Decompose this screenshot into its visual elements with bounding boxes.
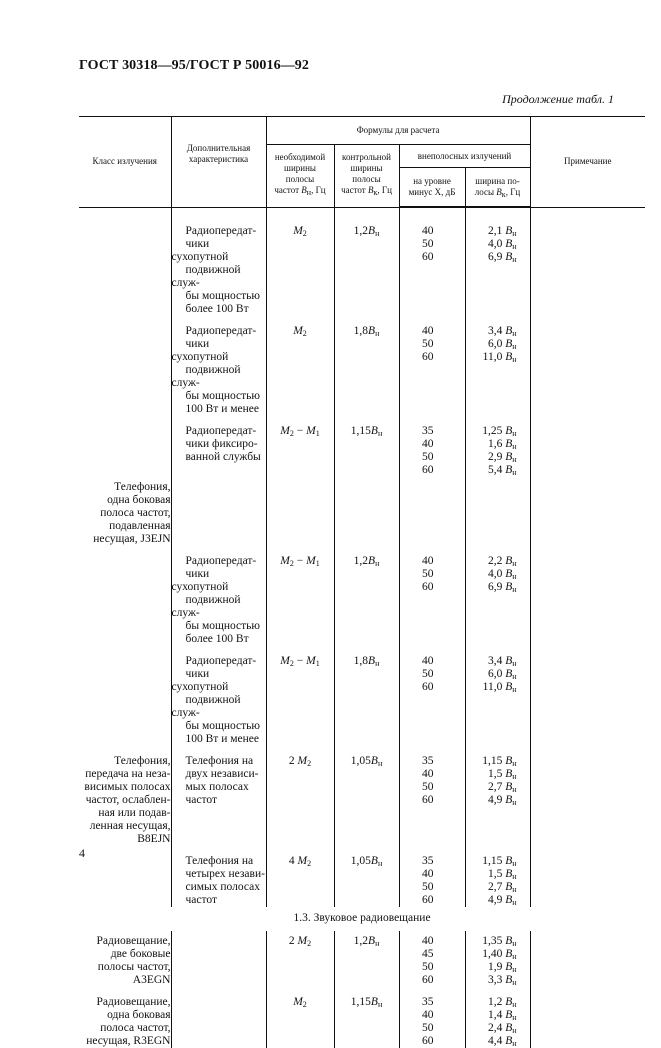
control-bandwidth-cell: $1,15B_н$ <box>334 416 399 546</box>
text-line: чики сухопутной <box>171 238 229 263</box>
necessary-bandwidth-cell: $M_2$ <box>266 987 334 1048</box>
text-line: 40 <box>422 868 434 880</box>
control-bandwidth-cell: $1,05B_н$ <box>334 746 399 846</box>
text-line: полосы частот, <box>97 961 171 973</box>
text-line: Радиопередат- <box>185 225 257 237</box>
note-cell <box>530 316 645 416</box>
level-cell <box>399 746 465 846</box>
text-line: Радиопередат- <box>185 555 257 567</box>
text-line: 50 <box>422 881 434 893</box>
text-line: симых полосах <box>185 881 261 893</box>
note-cell <box>530 931 645 987</box>
text-line: одна боковая <box>107 1009 171 1021</box>
text-line: мых полосах <box>185 781 249 793</box>
necessary-bandwidth-cell: $M_2$ <box>266 316 334 416</box>
header-necessary: необходимой ширины полосы частот $B_н$, Гц <box>266 145 334 207</box>
characteristic-cell <box>171 987 266 1048</box>
class-cell <box>79 987 171 1048</box>
text-line: 40 <box>422 555 434 567</box>
text-line: 50 <box>422 961 434 973</box>
text-line: 60 <box>422 974 434 986</box>
header-class: Класс излучения <box>79 117 171 207</box>
text-line: бы мощностью <box>185 390 260 402</box>
text-line: 45 <box>422 948 434 960</box>
text-line: чики сухопутной <box>171 568 229 593</box>
table-row <box>79 931 645 987</box>
header-bandwidth: ширина по- лосы $B_к$, Гц <box>465 168 530 207</box>
emission-table <box>79 116 645 1048</box>
text-line: 40 <box>422 225 434 237</box>
table-continuation-label: Продолжение табл. 1 <box>502 92 614 106</box>
class-cell <box>79 646 171 746</box>
text-line: подвижной служ- <box>171 264 241 289</box>
class-cell <box>79 208 171 317</box>
text-line: 50 <box>422 568 434 580</box>
text-line: Радиовещание, <box>96 935 171 947</box>
table-row <box>79 846 645 907</box>
text-line: 50 <box>422 451 434 463</box>
text-line: двух независи- <box>185 768 259 780</box>
text-line: 60 <box>422 581 434 593</box>
control-bandwidth-cell: $1,8B_н$ <box>334 646 399 746</box>
bandwidth-cell: 1,15 $B_н$ 1,5 $B_н$ 2,7 $B_н$ 4,9 $B_н$ <box>465 846 530 907</box>
characteristic-cell <box>171 546 266 646</box>
header-note: Примечание <box>530 117 645 207</box>
table-row <box>79 546 645 646</box>
text-line: более 100 Вт <box>185 633 249 645</box>
text-line: 50 <box>422 338 434 350</box>
text-line: 60 <box>422 894 434 906</box>
text-line: несущая, J3EJN <box>93 533 171 545</box>
necessary-bandwidth-cell: $M_2 - M_1$ <box>266 546 334 646</box>
text-line: Радиопередат- <box>185 655 257 667</box>
text-line: 100 Вт и менее <box>185 733 259 745</box>
class-cell <box>79 546 171 646</box>
class-cell <box>79 416 171 546</box>
level-cell <box>399 316 465 416</box>
text-line: 40 <box>422 438 434 450</box>
table-row <box>79 646 645 746</box>
text-line: 60 <box>422 251 434 263</box>
control-bandwidth-cell: $1,2B_н$ <box>334 546 399 646</box>
level-cell <box>399 416 465 546</box>
level-cell <box>399 546 465 646</box>
text-line: 35 <box>422 996 434 1008</box>
table-body <box>79 208 645 908</box>
table-head <box>79 117 645 208</box>
table-body-broadcast <box>79 931 645 1048</box>
header-formulas: Формулы для расчета <box>266 117 530 145</box>
characteristic-cell <box>171 846 266 907</box>
note-cell <box>530 746 645 846</box>
text-line: 40 <box>422 1009 434 1021</box>
bandwidth-cell: 2,1 $B_н$ 4,0 $B_н$ 6,9 $B_н$ <box>465 208 530 317</box>
control-bandwidth-cell: $1,05B_н$ <box>334 846 399 907</box>
characteristic-cell <box>171 208 266 317</box>
class-cell <box>79 931 171 987</box>
table-row <box>79 416 645 546</box>
text-line: бы мощностью <box>185 720 260 732</box>
text-line: 35 <box>422 425 434 437</box>
text-line: 60 <box>422 351 434 363</box>
bandwidth-cell: 3,4 $B_н$ 6,0 $B_н$ 11,0 $B_н$ <box>465 316 530 416</box>
text-line: 40 <box>422 935 434 947</box>
text-line: висимых полосах <box>84 781 171 793</box>
text-line: более 100 Вт <box>185 303 249 315</box>
header-extra: Дополнительная характеристика <box>171 117 266 207</box>
text-line: 60 <box>422 464 434 476</box>
text-line: 35 <box>422 755 434 767</box>
bandwidth-cell: 3,4 $B_н$ 6,0 $B_н$ 11,0 $B_н$ <box>465 646 530 746</box>
text-line: Радиопередат- <box>185 325 257 337</box>
text-line: B8EJN <box>137 833 171 845</box>
text-line: 40 <box>422 325 434 337</box>
text-line: 60 <box>422 681 434 693</box>
text-line: 60 <box>422 1035 434 1047</box>
characteristic-cell <box>171 316 266 416</box>
note-cell <box>530 987 645 1048</box>
table-row <box>79 746 645 846</box>
necessary-bandwidth-cell: 2 $M_2$ <box>266 931 334 987</box>
text-line: чики сухопутной <box>171 338 229 363</box>
text-line: Телефония, <box>114 481 171 493</box>
text-line: чики сухопутной <box>171 668 229 693</box>
header-control: контрольной ширины полосы частот $B_к$, Гц <box>334 145 399 207</box>
text-line: ванной службы <box>185 451 261 463</box>
bandwidth-cell: 1,25 $B_н$ 1,6 $B_н$ 2,9 $B_н$ 5,4 $B_н$ <box>465 416 530 546</box>
level-cell <box>399 931 465 987</box>
bandwidth-cell: 1,15 $B_н$ 1,5 $B_н$ 2,7 $B_н$ 4,9 $B_н$ <box>465 746 530 846</box>
text-line: 40 <box>422 768 434 780</box>
text-line: чики фиксиро- <box>185 438 258 450</box>
text-line: две боковые <box>110 948 171 960</box>
note-cell <box>530 646 645 746</box>
document-header: ГОСТ 30318—95/ГОСТ Р 50016—92 <box>79 58 309 73</box>
control-bandwidth-cell: $1,15B_н$ <box>334 987 399 1048</box>
bandwidth-cell: 1,2 $B_н$ 1,4 $B_н$ 2,4 $B_н$ 4,4 $B_н$ <box>465 987 530 1048</box>
text-line: бы мощностью <box>185 290 260 302</box>
text-line: Радиопередат- <box>185 425 257 437</box>
necessary-bandwidth-cell: 4 $M_2$ <box>266 846 334 907</box>
text-line: 60 <box>422 794 434 806</box>
text-line: подвижной служ- <box>171 364 241 389</box>
control-bandwidth-cell: $1,2B_н$ <box>334 931 399 987</box>
text-line: 50 <box>422 238 434 250</box>
section-title: 1.3. Звуковое радиовещание <box>293 912 431 924</box>
text-line: подвижной служ- <box>171 594 241 619</box>
table-row <box>79 208 645 317</box>
level-cell <box>399 208 465 317</box>
text-line: частот <box>185 794 217 806</box>
text-line: одна боковая <box>107 494 171 506</box>
text-line: 50 <box>422 1022 434 1034</box>
characteristic-cell <box>171 646 266 746</box>
characteristic-cell <box>171 931 266 987</box>
text-line: 50 <box>422 781 434 793</box>
note-cell <box>530 846 645 907</box>
note-cell <box>530 208 645 317</box>
table-row <box>79 987 645 1048</box>
text-line: Телефония на <box>185 855 254 867</box>
class-cell <box>79 316 171 416</box>
text-line: бы мощностью <box>185 620 260 632</box>
note-cell <box>530 546 645 646</box>
text-line: частот <box>185 894 217 906</box>
text-line: 50 <box>422 668 434 680</box>
note-cell <box>530 416 645 546</box>
level-cell <box>399 646 465 746</box>
text-line: подвижной служ- <box>171 694 241 719</box>
header-outofband: внеполосных излучений <box>399 145 530 168</box>
text-line: полоса частот, <box>100 507 171 519</box>
control-bandwidth-cell: $1,8B_н$ <box>334 316 399 416</box>
text-line: Телефония, <box>114 755 171 767</box>
class-cell <box>79 746 171 846</box>
text-line: Радиовещание, <box>96 996 171 1008</box>
text-line: передача на неза- <box>85 768 171 780</box>
necessary-bandwidth-cell: 2 $M_2$ <box>266 746 334 846</box>
text-line: несущая, R3EGN <box>86 1035 171 1047</box>
header-level: на уровне минус X, дБ <box>399 168 465 207</box>
bandwidth-cell: 1,35 $B_н$ 1,40 $B_н$ 1,9 $B_н$ 3,3 $B_н$ <box>465 931 530 987</box>
text-line: ленная несущая, <box>89 820 171 832</box>
necessary-bandwidth-cell: $M_2 - M_1$ <box>266 646 334 746</box>
text-line: 40 <box>422 655 434 667</box>
table-row <box>79 316 645 416</box>
text-line: 100 Вт и менее <box>185 403 259 415</box>
text-line: полоса частот, <box>100 1022 171 1034</box>
text-line: ная или подав- <box>98 807 171 819</box>
bandwidth-cell: 2,2 $B_н$ 4,0 $B_н$ 6,9 $B_н$ <box>465 546 530 646</box>
necessary-bandwidth-cell: $M_2 - M_1$ <box>266 416 334 546</box>
characteristic-cell <box>171 416 266 546</box>
section-header <box>79 907 645 931</box>
level-cell <box>399 987 465 1048</box>
text-line: частот, ослаблен- <box>85 794 171 806</box>
class-cell <box>79 846 171 907</box>
necessary-bandwidth-cell: $M_2$ <box>266 208 334 317</box>
control-bandwidth-cell: $1,2B_н$ <box>334 208 399 317</box>
text-line: Телефония на <box>185 755 254 767</box>
level-cell <box>399 846 465 907</box>
characteristic-cell <box>171 746 266 846</box>
text-line: четырех незави- <box>185 868 265 880</box>
text-line: 35 <box>422 855 434 867</box>
page-number: 4 <box>79 846 85 860</box>
text-line: A3EGN <box>132 974 171 986</box>
text-line: подавленная <box>109 520 171 532</box>
